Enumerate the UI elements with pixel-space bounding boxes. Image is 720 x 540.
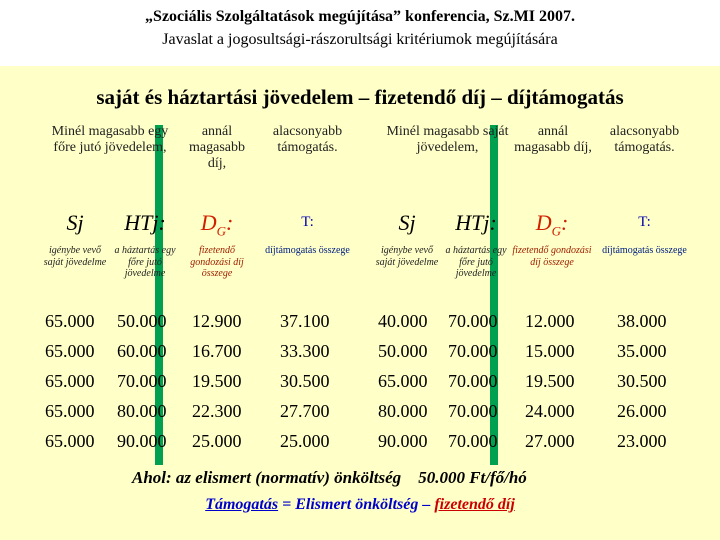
left-cell-household-income: 80.000 [117,401,167,421]
left-cell-fee: 25.000 [192,431,242,451]
left-cell-household-income: 50.000 [117,311,167,331]
right-cell-household-income: 70.000 [448,341,498,361]
left-cell-own-income: 65.000 [45,371,95,391]
right-cell-support: 35.000 [617,341,667,361]
left-header-3: alacsonyabb támogatás. [272,124,343,156]
right-cell-own-income: 40.000 [378,311,428,331]
footer-note-text: Ahol: az elismert (normatív) önköltség [132,468,402,487]
right-cell-support: 38.000 [617,311,667,331]
left-symbol-text: HTj: [124,210,166,235]
left-symbol-household-income [112,210,178,235]
left-desc-own-income: igénybe vevő saját jövedelme [43,245,107,268]
right-symbol-subscript: G [551,223,561,239]
left-symbol-text: D [200,210,217,235]
footer-note-value: 50.000 Ft/fő/hó [418,468,527,487]
left-symbol-colon: : [225,210,234,235]
formula-equals: = Elismert önköltség – [278,496,435,513]
conference-subtitle: Javaslat a jogosultsági-rászorultsági kritériumok megújítására [162,31,558,48]
right-cell-own-income: 50.000 [378,341,428,361]
right-desc-own-income: igénybe vevő saját jövedelme [375,245,439,268]
header-banner [0,0,720,66]
left-symbol-text: T: [301,214,314,230]
left-symbol-fee [180,210,254,239]
footer-note [132,468,527,488]
right-symbol-household-income [443,210,509,235]
left-desc-support: díjtámogatás összege [265,245,350,256]
left-cell-own-income: 65.000 [45,431,95,451]
right-symbol-text: HTj: [455,210,497,235]
conference-title: „Szociális Szolgáltatások megújítása” konferencia, Sz.MI 2007. [145,8,575,25]
left-symbol-subscript: G [216,223,226,239]
right-cell-fee: 12.000 [525,311,575,331]
footer-formula [0,496,720,514]
left-cell-own-income: 65.000 [45,311,95,331]
right-desc-support: díjtámogatás összege [602,245,687,256]
left-cell-fee: 16.700 [192,341,242,361]
left-cell-support: 33.300 [280,341,330,361]
left-header-1: Minél magasabb egy főre jutó jövedelem, [51,124,169,156]
right-cell-fee: 24.000 [525,401,575,421]
right-header-1: Minél magasabb saját jövedelem, [386,124,509,156]
right-header-3: alacsonyabb támogatás. [609,124,680,156]
right-cell-support: 26.000 [617,401,667,421]
left-cell-support: 25.000 [280,431,330,451]
right-cell-support: 23.000 [617,431,667,451]
formula-support: Támogatás [205,496,279,513]
left-cell-household-income: 60.000 [117,341,167,361]
right-symbol-colon: : [560,210,569,235]
left-cell-household-income: 90.000 [117,431,167,451]
right-cell-fee: 19.500 [525,371,575,391]
right-symbol-text: Sj [398,210,416,235]
formula-fee: fizetendő díj [434,496,515,513]
right-symbol-text: D [535,210,552,235]
right-header-2: annál magasabb díj, [514,124,592,156]
left-cell-fee: 22.300 [192,401,242,421]
left-cell-support: 37.100 [280,311,330,331]
left-cell-support: 27.700 [280,401,330,421]
right-cell-household-income: 70.000 [448,401,498,421]
right-cell-fee: 15.000 [525,341,575,361]
left-desc-fee: fizetendő gondozási díj összege [190,245,244,279]
right-desc-household-income: a háztartás egy főre jutó jövedelme [445,245,507,279]
left-cell-support: 30.500 [280,371,330,391]
left-header-2: annál magasabb díj, [189,124,245,172]
right-cell-fee: 27.000 [525,431,575,451]
left-cell-own-income: 65.000 [45,341,95,361]
right-cell-own-income: 80.000 [378,401,428,421]
right-symbol-own-income [372,210,442,235]
right-cell-household-income: 70.000 [448,371,498,391]
left-cell-fee: 19.500 [192,371,242,391]
left-desc-household-income: a háztartás egy főre jutó jövedelme [114,245,176,279]
left-cell-own-income: 65.000 [45,401,95,421]
right-symbol-text: T: [638,214,651,230]
right-desc-fee: fizetendő gondozási díj összege [512,245,592,268]
right-cell-own-income: 90.000 [378,431,428,451]
right-cell-support: 30.500 [617,371,667,391]
left-symbol-support [255,214,360,231]
left-cell-household-income: 70.000 [117,371,167,391]
left-symbol-own-income [40,210,110,235]
right-cell-household-income: 70.000 [448,431,498,451]
left-cell-fee: 12.900 [192,311,242,331]
right-cell-household-income: 70.000 [448,311,498,331]
left-symbol-text: Sj [66,210,84,235]
right-cell-own-income: 65.000 [378,371,428,391]
right-symbol-support [597,214,692,231]
slide-title: saját és háztartási jövedelem – fizetendő díj – díjtámogatás [96,85,624,109]
right-symbol-fee [512,210,592,239]
